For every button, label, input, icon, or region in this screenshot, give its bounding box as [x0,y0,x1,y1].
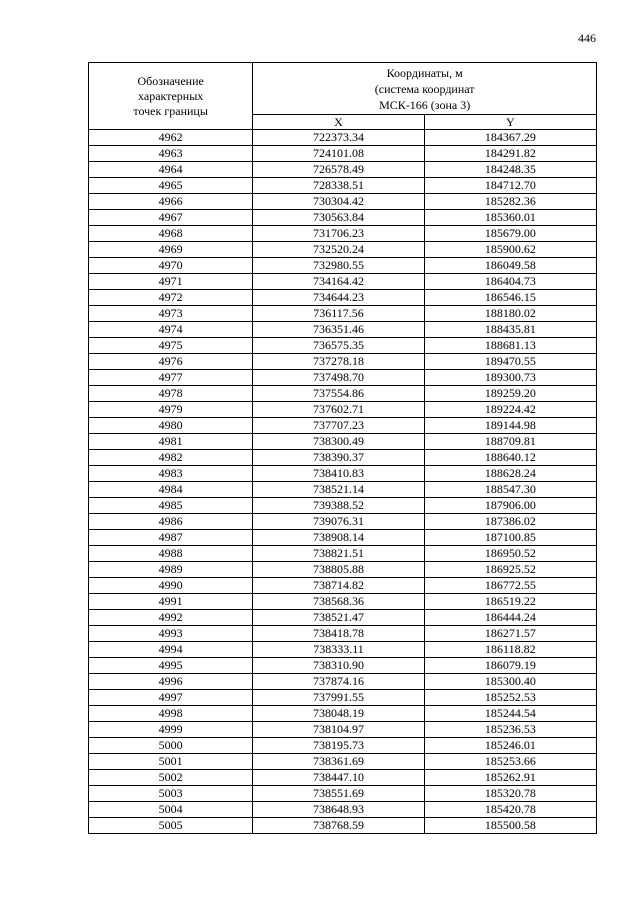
y-coordinate-cell: 186404.73 [424,274,596,290]
point-id-cell: 4983 [89,466,253,482]
y-coordinate-cell: 185236.53 [424,722,596,738]
x-coordinate-cell: 738805.88 [253,562,424,578]
point-id-cell: 4966 [89,194,253,210]
y-coordinate-cell: 186772.55 [424,578,596,594]
table-row [89,658,597,674]
table-row [89,274,597,290]
point-id-cell: 4984 [89,482,253,498]
point-id-cell: 4981 [89,434,253,450]
y-coordinate-cell: 184248.35 [424,162,596,178]
x-coordinate-cell: 737602.71 [253,402,424,418]
point-id-cell: 4974 [89,322,253,338]
point-header-line: Обозначение [137,73,204,88]
point-id-cell: 4998 [89,706,253,722]
table-row [89,674,597,690]
point-id-cell: 4992 [89,610,253,626]
x-coordinate-cell: 738714.82 [253,578,424,594]
table-row [89,338,597,354]
point-id-cell: 4991 [89,594,253,610]
x-coordinate-cell: 738521.14 [253,482,424,498]
x-coordinate-cell: 738195.73 [253,738,424,754]
y-coordinate-cell: 187906.00 [424,498,596,514]
y-coordinate-cell: 186079.19 [424,658,596,674]
y-coordinate-cell: 185252.53 [424,690,596,706]
table-row [89,418,597,434]
x-coordinate-cell: 738768.59 [253,818,424,834]
table-row [89,130,597,146]
point-header-line: точек границы [133,103,208,118]
table-row [89,370,597,386]
x-coordinate-cell: 734644.23 [253,290,424,306]
y-coordinate-cell: 185300.40 [424,674,596,690]
point-id-cell: 4965 [89,178,253,194]
x-coordinate-cell: 738390.37 [253,450,424,466]
table-row [89,626,597,642]
x-coordinate-cell: 722373.34 [253,130,424,146]
point-id-cell: 4996 [89,674,253,690]
y-coordinate-cell: 186271.57 [424,626,596,642]
x-coordinate-cell: 738104.97 [253,722,424,738]
table-row [89,786,597,802]
y-coordinate-cell: 188681.13 [424,338,596,354]
table-row [89,194,597,210]
table-row [89,722,597,738]
table-row [89,178,597,194]
x-coordinate-cell: 737498.70 [253,370,424,386]
x-coordinate-cell: 736575.35 [253,338,424,354]
point-id-cell: 4987 [89,530,253,546]
table-row [89,450,597,466]
y-coordinate-cell: 185320.78 [424,786,596,802]
table-row [89,642,597,658]
x-coordinate-cell: 738908.14 [253,530,424,546]
table-body [89,130,597,834]
y-coordinate-cell: 189224.42 [424,402,596,418]
point-id-cell: 4990 [89,578,253,594]
x-coordinate-cell: 738300.49 [253,434,424,450]
x-coordinate-cell: 738418.78 [253,626,424,642]
x-coordinate-cell: 738521.47 [253,610,424,626]
point-id-cell: 4963 [89,146,253,162]
table-row [89,482,597,498]
y-coordinate-cell: 187100.85 [424,530,596,546]
x-coordinate-cell: 738568.36 [253,594,424,610]
table-row [89,738,597,754]
y-coordinate-cell: 185246.01 [424,738,596,754]
point-id-cell: 4970 [89,258,253,274]
point-id-cell: 5003 [89,786,253,802]
point-id-cell: 4979 [89,402,253,418]
table-row [89,546,597,562]
table-row [89,498,597,514]
point-id-cell: 4995 [89,658,253,674]
x-coordinate-cell: 734164.42 [253,274,424,290]
x-coordinate-cell: 738447.10 [253,770,424,786]
x-coordinate-cell: 732980.55 [253,258,424,274]
y-coordinate-cell: 189259.20 [424,386,596,402]
x-coordinate-cell: 736117.56 [253,306,424,322]
point-id-cell: 4978 [89,386,253,402]
table-row [89,386,597,402]
point-id-cell: 4977 [89,370,253,386]
table-row [89,210,597,226]
y-coordinate-cell: 185244.54 [424,706,596,722]
x-coordinate-cell: 738310.90 [253,658,424,674]
table-row [89,290,597,306]
point-id-cell: 4980 [89,418,253,434]
point-designation-header [89,63,253,130]
x-coordinate-cell: 738551.69 [253,786,424,802]
point-id-cell: 4971 [89,274,253,290]
x-coordinate-cell: 736351.46 [253,322,424,338]
x-coordinate-cell: 738333.11 [253,642,424,658]
x-coordinate-cell: 732520.24 [253,242,424,258]
coordinates-header [253,63,597,115]
y-coordinate-cell: 187386.02 [424,514,596,530]
table-row [89,706,597,722]
x-coordinate-cell: 737874.16 [253,674,424,690]
table-row [89,402,597,418]
y-coordinate-cell: 189300.73 [424,370,596,386]
x-coordinate-cell: 726578.49 [253,162,424,178]
y-coordinate-cell: 185282.36 [424,194,596,210]
table-row [89,258,597,274]
coords-header-line: (система координат [374,81,475,96]
table-row [89,146,597,162]
x-coordinate-cell: 738361.69 [253,754,424,770]
y-coordinate-cell: 189470.55 [424,354,596,370]
x-coordinate-cell: 731706.23 [253,226,424,242]
table-row [89,466,597,482]
point-id-cell: 4997 [89,690,253,706]
x-coordinate-cell: 728338.51 [253,178,424,194]
y-coordinate-cell: 184367.29 [424,130,596,146]
y-coordinate-cell: 186519.22 [424,594,596,610]
x-coordinate-cell: 738048.19 [253,706,424,722]
point-id-cell: 4985 [89,498,253,514]
table-row [89,306,597,322]
x-coordinate-cell: 738821.51 [253,546,424,562]
point-id-cell: 4988 [89,546,253,562]
point-id-cell: 4967 [89,210,253,226]
table-row [89,754,597,770]
point-id-cell: 5000 [89,738,253,754]
point-id-cell: 4973 [89,306,253,322]
point-id-cell: 5002 [89,770,253,786]
x-column-header: X [253,115,424,130]
point-id-cell: 5004 [89,802,253,818]
point-id-cell: 4999 [89,722,253,738]
table-row [89,562,597,578]
point-id-cell: 4969 [89,242,253,258]
table-row [89,162,597,178]
point-id-cell: 4962 [89,130,253,146]
y-coordinate-cell: 185253.66 [424,754,596,770]
point-id-cell: 4994 [89,642,253,658]
y-coordinate-cell: 185500.58 [424,818,596,834]
table-header-row [89,63,597,115]
table-row [89,802,597,818]
table-row [89,242,597,258]
table-row [89,578,597,594]
x-coordinate-cell: 738648.93 [253,802,424,818]
point-id-cell: 4986 [89,514,253,530]
point-id-cell: 4982 [89,450,253,466]
table-row [89,434,597,450]
point-id-cell: 5005 [89,818,253,834]
y-column-header: Y [424,115,596,130]
y-coordinate-cell: 189144.98 [424,418,596,434]
y-coordinate-cell: 186925.52 [424,562,596,578]
point-id-cell: 5001 [89,754,253,770]
table-row [89,594,597,610]
coords-header-line: Координаты, м [386,65,463,80]
x-coordinate-cell: 737991.55 [253,690,424,706]
x-coordinate-cell: 730563.84 [253,210,424,226]
table-row [89,690,597,706]
point-id-cell: 4964 [89,162,253,178]
table-row [89,226,597,242]
point-header-line: характерных [138,88,204,103]
point-id-cell: 4972 [89,290,253,306]
y-coordinate-cell: 185262.91 [424,770,596,786]
x-coordinate-cell: 730304.42 [253,194,424,210]
y-coordinate-cell: 188180.02 [424,306,596,322]
coords-header-line: МСК-166 (зона 3) [379,97,471,112]
y-coordinate-cell: 185420.78 [424,802,596,818]
x-coordinate-cell: 739076.31 [253,514,424,530]
y-coordinate-cell: 186444.24 [424,610,596,626]
table-row [89,770,597,786]
point-id-cell: 4993 [89,626,253,642]
table-row [89,530,597,546]
boundary-points-table [88,62,597,834]
x-coordinate-cell: 737554.86 [253,386,424,402]
y-coordinate-cell: 185360.01 [424,210,596,226]
y-coordinate-cell: 184291.82 [424,146,596,162]
y-coordinate-cell: 186049.58 [424,258,596,274]
x-coordinate-cell: 724101.08 [253,146,424,162]
table-row [89,818,597,834]
x-coordinate-cell: 738410.83 [253,466,424,482]
page-number: 446 [578,31,596,45]
point-id-cell: 4989 [89,562,253,578]
table-row [89,610,597,626]
y-coordinate-cell: 186546.15 [424,290,596,306]
point-id-cell: 4975 [89,338,253,354]
y-coordinate-cell: 188547.30 [424,482,596,498]
table-row [89,514,597,530]
point-id-cell: 4976 [89,354,253,370]
y-coordinate-cell: 188435.81 [424,322,596,338]
x-coordinate-cell: 739388.52 [253,498,424,514]
y-coordinate-cell: 185900.62 [424,242,596,258]
y-coordinate-cell: 184712.70 [424,178,596,194]
y-coordinate-cell: 186950.52 [424,546,596,562]
y-coordinate-cell: 186118.82 [424,642,596,658]
y-coordinate-cell: 185679.00 [424,226,596,242]
y-coordinate-cell: 188628.24 [424,466,596,482]
y-coordinate-cell: 188640.12 [424,450,596,466]
y-coordinate-cell: 188709.81 [424,434,596,450]
x-coordinate-cell: 737278.18 [253,354,424,370]
table-row [89,322,597,338]
table-row [89,354,597,370]
x-coordinate-cell: 737707.23 [253,418,424,434]
point-id-cell: 4968 [89,226,253,242]
